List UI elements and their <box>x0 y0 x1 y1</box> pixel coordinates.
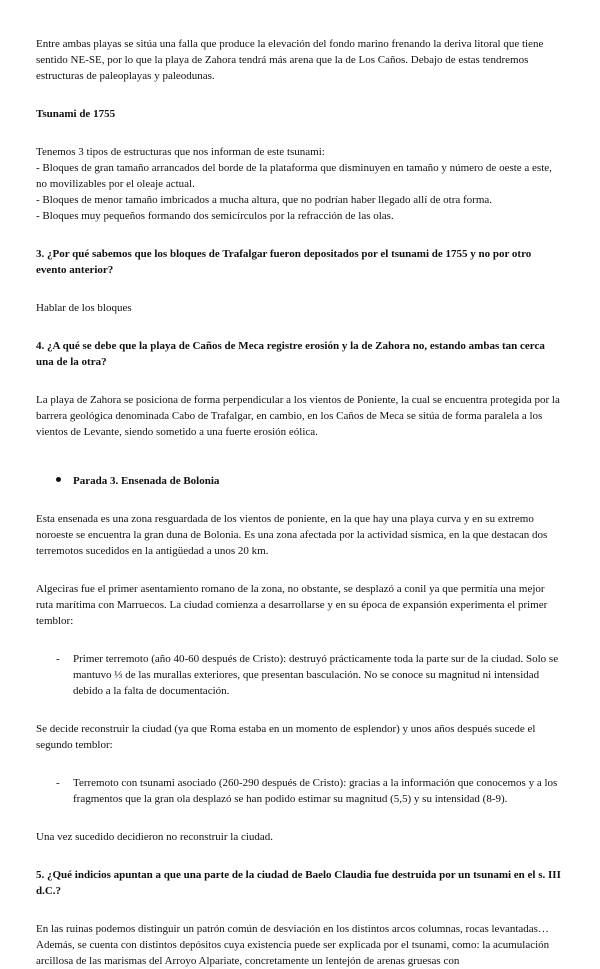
tsunami-line-medium-blocks: - Bloques de menor tamaño imbricados a mucha altura, que no podrían haber llegado allí de otra forma. <box>36 194 493 206</box>
question-4: 4. ¿A qué se debe que la playa de Caños de Meca registre erosión y la de Zahora no, estando ambas tan cerca una de la otra? <box>36 340 545 368</box>
spacer <box>36 84 564 106</box>
spacer <box>36 845 564 867</box>
answer-4: La playa de Zahora se posiciona de forma perpendicular a los vientos de Poniente, la cual se encuentra protegida por la barrera geológica denominada Cabo de Trafalgar, en cambio, en los Caños de Meca se sitúa de forma paralela a los vientos de Levante, siendo sometido a una fuerte erosión eólica. <box>36 394 560 438</box>
spacer <box>36 489 564 511</box>
tsunami-line-small-blocks: - Bloques muy pequeños formando dos semicírculos por la refracción de las olas. <box>36 210 394 222</box>
tsunami-line-large-blocks: - Bloques de gran tamaño arrancados del borde de la plataforma que disminuyen en tamaño y número de oeste a este, no movilizables por el oleaje actual. <box>36 162 552 190</box>
bullet-icon <box>56 477 61 482</box>
question-3: 3. ¿Por qué sabemos que los bloques de Trafalgar fueron depositados por el tsunami de 1755 y no por otro evento anterior? <box>36 248 532 276</box>
spacer <box>36 753 564 775</box>
spacer <box>36 370 564 392</box>
first-earthquake-text: Primer terremoto (año 40-60 después de Cristo): destruyó prácticamente toda la parte sur de la ciudad. Solo se mantuvo ⅓ de las murallas exteriores, que presentan basculación. No se conoce su magnitud ni intensidad debido a la falta de documentación. <box>73 653 559 697</box>
spacer <box>36 807 564 829</box>
intro-paragraph: Entre ambas playas se sitúa una falla que produce la elevación del fondo marino frenando la deriva litoral que tiene sentido NE-SE, por lo que la playa de Zahora tendrá más arena que la de Los Caños. Debajo de estas tendremos estructuras de paleoplayas y paleodunas. <box>36 38 544 82</box>
list-item-first-earthquake <box>56 651 564 699</box>
reconstruction-paragraph: Se decide reconstruir la ciudad (ya que Roma estaba en un momento de esplendor) y unos años después sucede el segundo temblor: <box>36 723 536 751</box>
stop-heading-item <box>56 473 564 489</box>
spacer <box>36 629 564 651</box>
answer-3: Hablar de los bloques <box>36 302 132 314</box>
spacer <box>36 224 564 246</box>
spacer <box>36 699 564 721</box>
spacer <box>36 899 564 921</box>
bolonia-paragraph: Esta ensenada es una zona resguardada de los vientos de poniente, en la que hay una playa curva y en su extremo noroeste se encuentra la gran duna de Bolonia. Es una zona afectada por la actividad sísmica, en la que destacan dos terremotos sucedidos en la antigüedad a unos 20 km. <box>36 513 548 557</box>
section-heading-tsunami: Tsunami de 1755 <box>36 108 116 120</box>
stop-heading: Parada 3. Ensenada de Bolonia <box>73 475 220 487</box>
no-reconstruction-paragraph: Una vez sucedido decidieron no reconstruir la ciudad. <box>36 831 274 843</box>
list-item-second-earthquake <box>56 775 564 807</box>
tsunami-intro-line: Tenemos 3 tipos de estructuras que nos informan de este tsunami: <box>36 146 325 158</box>
spacer <box>36 122 564 144</box>
spacer <box>36 440 564 462</box>
answer-5: En las ruinas podemos distinguir un patrón común de desviación en los distintos arcos columnas, rocas levantadas… Además, se cuenta con distintos depósitos cuya existencia puede ser explicada por el tsunami, como: la acumulación arcillosa de las marismas del Arroyo Alpariate, concretamente un lentejón de arenas gruesas con <box>36 923 550 967</box>
dash-marker: - <box>56 777 60 789</box>
spacer <box>36 559 564 581</box>
spacer <box>36 278 564 300</box>
algeciras-paragraph: Algeciras fue el primer asentamiento romano de la zona, no obstante, se desplazó a conil ya que permitía una mejor ruta marítima con Marruecos. La ciudad comienza a desarrollarse y en su época de expansión experimenta el primer temblor: <box>36 583 548 627</box>
second-earthquake-text: Terremoto con tsunami asociado (260-290 después de Cristo): gracias a la información que conocemos y a los fragmentos que la gran ola desplazó se han podido estimar su magnitud (5,5) y su intensidad (8-9). <box>73 777 558 805</box>
spacer <box>36 462 564 473</box>
spacer <box>36 316 564 338</box>
dash-marker: - <box>56 653 60 665</box>
question-5: 5. ¿Qué indicios apuntan a que una parte de la ciudad de Baelo Claudia fue destruida por un tsunami en el s. III d.C.? <box>36 869 561 897</box>
